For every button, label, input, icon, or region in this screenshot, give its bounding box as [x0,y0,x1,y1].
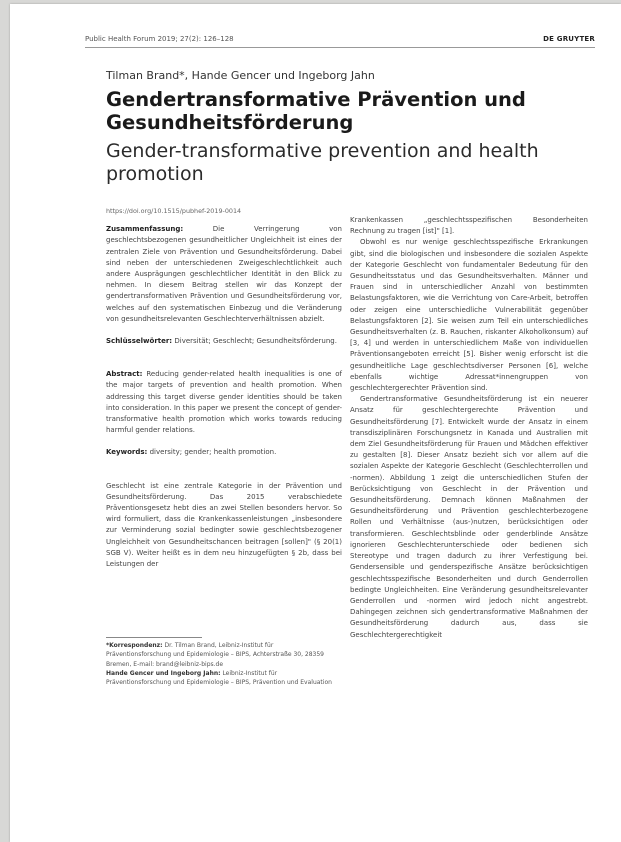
title-line: Gender-transformative prevention and health [106,140,539,162]
body-paragraph: Gendertransformative Gesundheitsförderung ist ein neuerer Ansatz für geschlechtergerechte Prävention und Gesundheitsförderung [7]. Entwickelt wurde der Ansatz in einem transdisziplinären Forschungsnetz in Kanada und Australien mit dem Ziel Gesundheitsförderung für Frauen und Mädchen effektiver zu gestalten [8]. Dieser Ansatz bezieht sich vor allem auf die sozialen Aspekte der Kategorie Geschlecht (Geschlechterrollen und -normen). Abbildung 1 zeigt die unterschiedlichen Stufen der Berücksichtigung von Geschlecht in der Prävention und Gesundheitsförderung. Demnach können Maßnahmen der Gesundheitsförderung und Prävention geschlechterbezogene Rollen und Verhältnisse (aus-)nutzen, berücksichtigen oder transformieren. Geschlechtsblinde oder genderblinde Ansätze ignorieren Geschlechterunterschiede oder bedienen sich Stereotype und tragen dadurch zu ihrer Verfestigung bei. Gendersensible und genderspezifische Ansätze berücksichtigen geschlechtsspezifische Besonderheiten und durch Genderrollen bedingte Ungleichheiten. Eine Veränderung gesundheitsrelevanter Genderrollen und -normen wird jedoch nicht angestrebt. Dahingegen zeichnen sich gendertransformative Maßnahmen der Gesundheitsförderung dadurch aus, dass sie Geschlechtergerechtigkeit [350,395,588,639]
abstract-english-label: Abstract: [106,370,143,379]
coauthor-label: Hande Gencer und Ingeborg Jahn: [106,669,221,677]
body-paragraph: Krankenkassen „geschlechtsspezifischen Besonderheiten Rechnung zu tragen [ist]" [1]. [350,216,588,236]
body-paragraph: Obwohl es nur wenige geschlechtsspezifische Erkrankungen gibt, sind die biologischen und insbesondere die sozialen Aspekte der Kategorie Geschlecht von fundamentaler Bedeutung für den Gesundheitsstatus und das Gesundheitsverhalten. Männer und Frauen sind in unterschiedlicher Anzahl von bestimmten Belastungsfaktoren, wie die Verrichtung von Care-Arbeit, betroffen oder zeigen eine unterschiedliche Vulnerabilität gegenüber Belastungsfaktoren [2]. Sie weisen zum Teil ein unterschiedliches Gesundheitsverhalten (z. B. Rauchen, riskanter Alkoholkonsum) auf [3, 4] und werden in unterschiedlichem Maße von individuellen Präventionsangeboten erreicht [5]. Bisher wenig erforscht ist die gesundheitliche Lage geschlechtsdiverser Personen [6], welche ebenfalls wichtige Adressat*innengruppen von geschlechtergerechter Prävention sind. [350,238,588,393]
header-divider [85,47,595,48]
correspondence-note [106,641,336,669]
keywords-german-text: Diversität; Geschlecht; Gesundheitsförderung. [174,337,337,346]
keywords-english-text: diversity; gender; health promotion. [149,448,277,457]
keywords-english [106,447,342,458]
abstract-german-label: Zusammenfassung: [106,225,184,234]
correspondence-footnote [106,637,336,687]
author-list: Tilman Brand*, Hande Gencer und Ingeborg Jahn [106,69,375,82]
body-paragraph: Geschlecht ist eine zentrale Kategorie in der Prävention und Gesundheitsförderung. Das 2015 verabschiedete Präventionsgesetz hebt dies an zwei Stellen besonders hervor. So wird formuliert, dass die Krankenkassenleistungen „insbesondere zur Verminderung sozial bedingter sowie geschlechtsbezogener Ungleichheit von Gesundheitschancen beitragen [sollen]" (§ 20(1) SGB V). Weiter heißt es in dem neu hinzugefügten § 2b, dass bei Leistungen der [106,481,342,569]
running-header [85,35,595,43]
article-title-english [106,140,546,186]
abstract-english [106,369,342,436]
right-column [350,215,588,641]
left-column [106,206,342,570]
keywords-german [106,336,342,347]
spacer [106,436,342,447]
paper-page [10,4,621,842]
spacer [106,347,342,369]
article-title-german [106,88,526,134]
spacer [106,459,342,481]
correspondence-label: *Korrespondenz: [106,642,163,649]
correspondence-text: Dr. Tilman Brand, Leibniz-Institut für Präventionsforschung und Epidemiologie – BIPS, Achterstraße 30, 28359 Bremen, E-mail: brand@leibniz-bips.de [106,642,324,668]
abstract-german [106,224,342,325]
doi-link[interactable]: https://doi.org/10.1515/pubhef-2019-0014 [106,207,242,215]
title-line: Gesundheitsförderung [106,111,354,134]
title-line: promotion [106,163,204,185]
abstract-english-text: Reducing gender-related health inequalities is one of the major targets of prevention and health promotion. When addressing this target diverse gender identities should be taken into consideration. In this paper we present the concept of gender-transformative health promotion which works towards reducing harmful gender relations. [106,370,342,435]
spacer [106,325,342,336]
publisher-logo: DE GRUYTER [543,35,595,43]
coauthor-note [106,669,336,688]
abstract-german-text: Die Verringerung von geschlechtsbezogenen gesundheitlicher Ungleichheit ist eines der zentralen Ziele von Prävention und Gesundheitsförderung. Dabei sind neben der unterschiedenen Zweigeschlechtlichkeit auch andere Ausprägungen geschlechtlicher Identität in den Blick zu nehmen. In diesem Beitrag stellen wir das Konzept der gendertransformativen Prävention und Gesundheitsförderung vor, welches auf den systematischen Einbezug und die Veränderung von gesundheitsrelevanten Geschlechterverhältnissen abzielt. [106,225,342,323]
keywords-german-label: Schlüsselwörter: [106,337,173,346]
footnote-divider [106,637,202,638]
coauthor-text: Leibniz-Institut für Präventionsforschung und Epidemiologie – BIPS, Prävention und Evaluation [106,669,332,687]
journal-citation: Public Health Forum 2019; 27(2): 126–128 [85,35,234,43]
keywords-english-label: Keywords: [106,448,148,457]
title-line: Gendertransformative Prävention und [106,88,526,111]
